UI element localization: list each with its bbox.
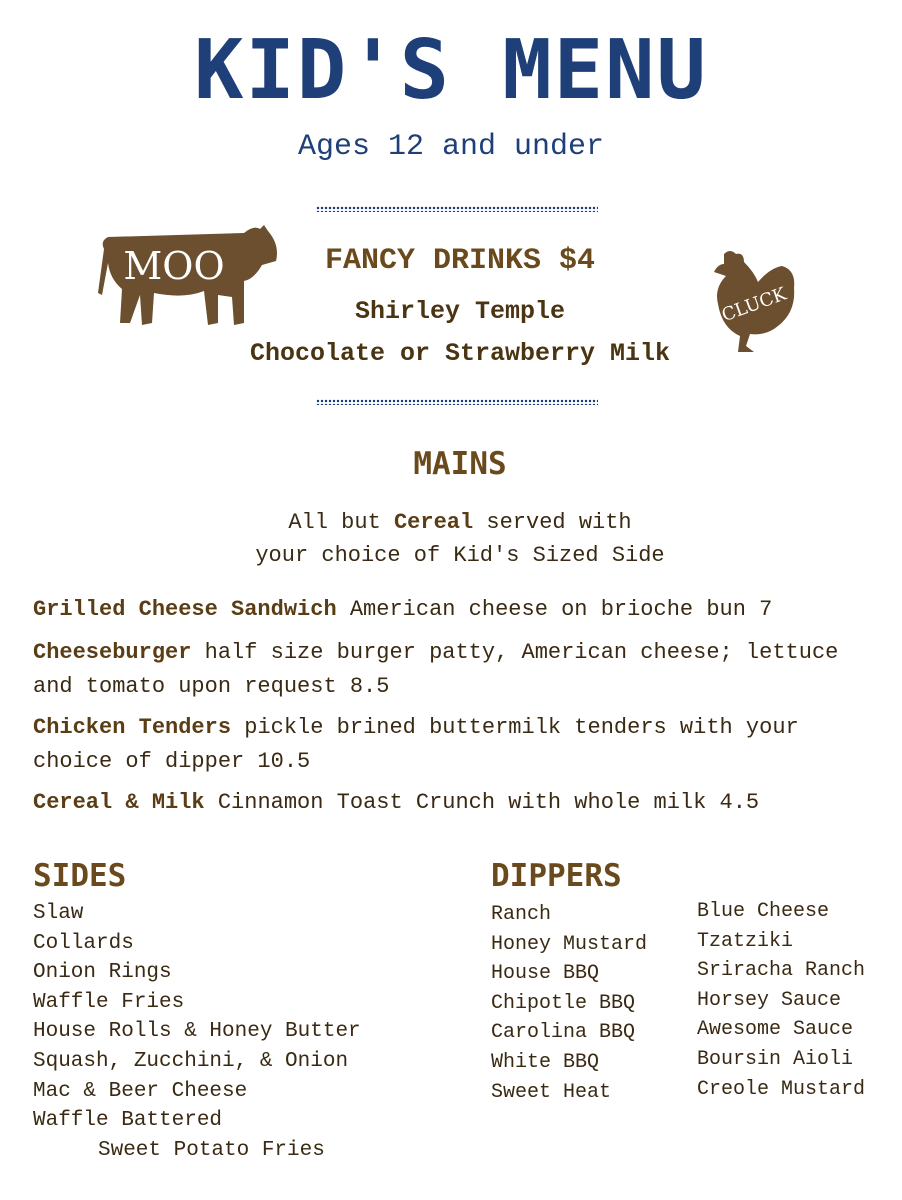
bottom-dotted-divider: [316, 399, 598, 405]
dippers-list-col2: [697, 897, 865, 1104]
drink-item: Shirley Temple: [354, 297, 566, 326]
list-item: Blue Cheese: [697, 900, 830, 923]
sides-heading: SIDES: [33, 858, 127, 894]
sides-list: [33, 899, 361, 1165]
mains-heading: MAINS: [413, 446, 507, 482]
mains-note-bold: Cereal: [393, 510, 474, 535]
list-item: Horsey Sauce: [697, 988, 842, 1012]
main-item-grilled-cheese: Grilled Cheese Sandwich American cheese on brioche bun 7: [33, 597, 773, 622]
list-item: Onion Rings: [33, 961, 172, 985]
drink-item: Chocolate or Strawberry Milk: [249, 339, 671, 368]
dippers-list-col1: [491, 900, 647, 1107]
list-item: Waffle Battered: [33, 1109, 223, 1133]
list-item: Ranch: [491, 903, 552, 926]
list-item: Tzatziki: [697, 929, 794, 953]
list-item: Slaw: [33, 902, 84, 925]
menu-title: KID'S MENU: [194, 23, 708, 118]
top-dotted-divider: [316, 206, 598, 212]
main-item-cheeseburger: Cheeseburger half size burger patty, American cheese; lettuce and tomato upon request 8.5: [33, 640, 839, 699]
list-item: Mac & Beer Cheese: [33, 1079, 248, 1103]
dippers-heading: DIPPERS: [491, 858, 622, 894]
list-item: House Rolls & Honey Butter: [33, 1020, 361, 1044]
menu-subtitle: Ages 12 and under: [297, 130, 605, 164]
list-item: Honey Mustard: [491, 932, 648, 956]
chicken-cluck-text: CLUCK: [718, 283, 790, 327]
mains-note-line1: All but Cereal served with: [288, 510, 632, 535]
list-item: Waffle Fries: [33, 990, 185, 1014]
list-item: Awesome Sauce: [697, 1018, 854, 1042]
list-item: Carolina BBQ: [491, 1021, 636, 1045]
list-item: Collards: [33, 931, 134, 955]
list-item: Boursin Aioli: [697, 1047, 854, 1071]
cow-moo-text: MOO: [123, 244, 225, 288]
list-item: Chipotle BBQ: [491, 991, 636, 1015]
list-item: Sweet Potato Fries: [98, 1138, 325, 1162]
list-item: Squash, Zucchini, & Onion: [33, 1049, 349, 1073]
list-item: Sriracha Ranch: [697, 959, 866, 983]
mains-note-line2: your choice of Kid's Sized Side: [255, 543, 665, 568]
list-item: House BBQ: [491, 962, 600, 986]
list-item: Creole Mustard: [697, 1077, 866, 1101]
fancy-drinks-heading: FANCY DRINKS $4: [324, 244, 596, 278]
list-item: White BBQ: [491, 1050, 600, 1074]
main-item-chicken-tenders: Chicken Tenders pickle brined buttermilk tenders with your choice of dipper 10.5: [33, 715, 799, 774]
list-item: Sweet Heat: [491, 1080, 612, 1104]
main-item-cereal-milk: Cereal & Milk Cinnamon Toast Crunch with whole milk 4.5: [33, 790, 760, 815]
